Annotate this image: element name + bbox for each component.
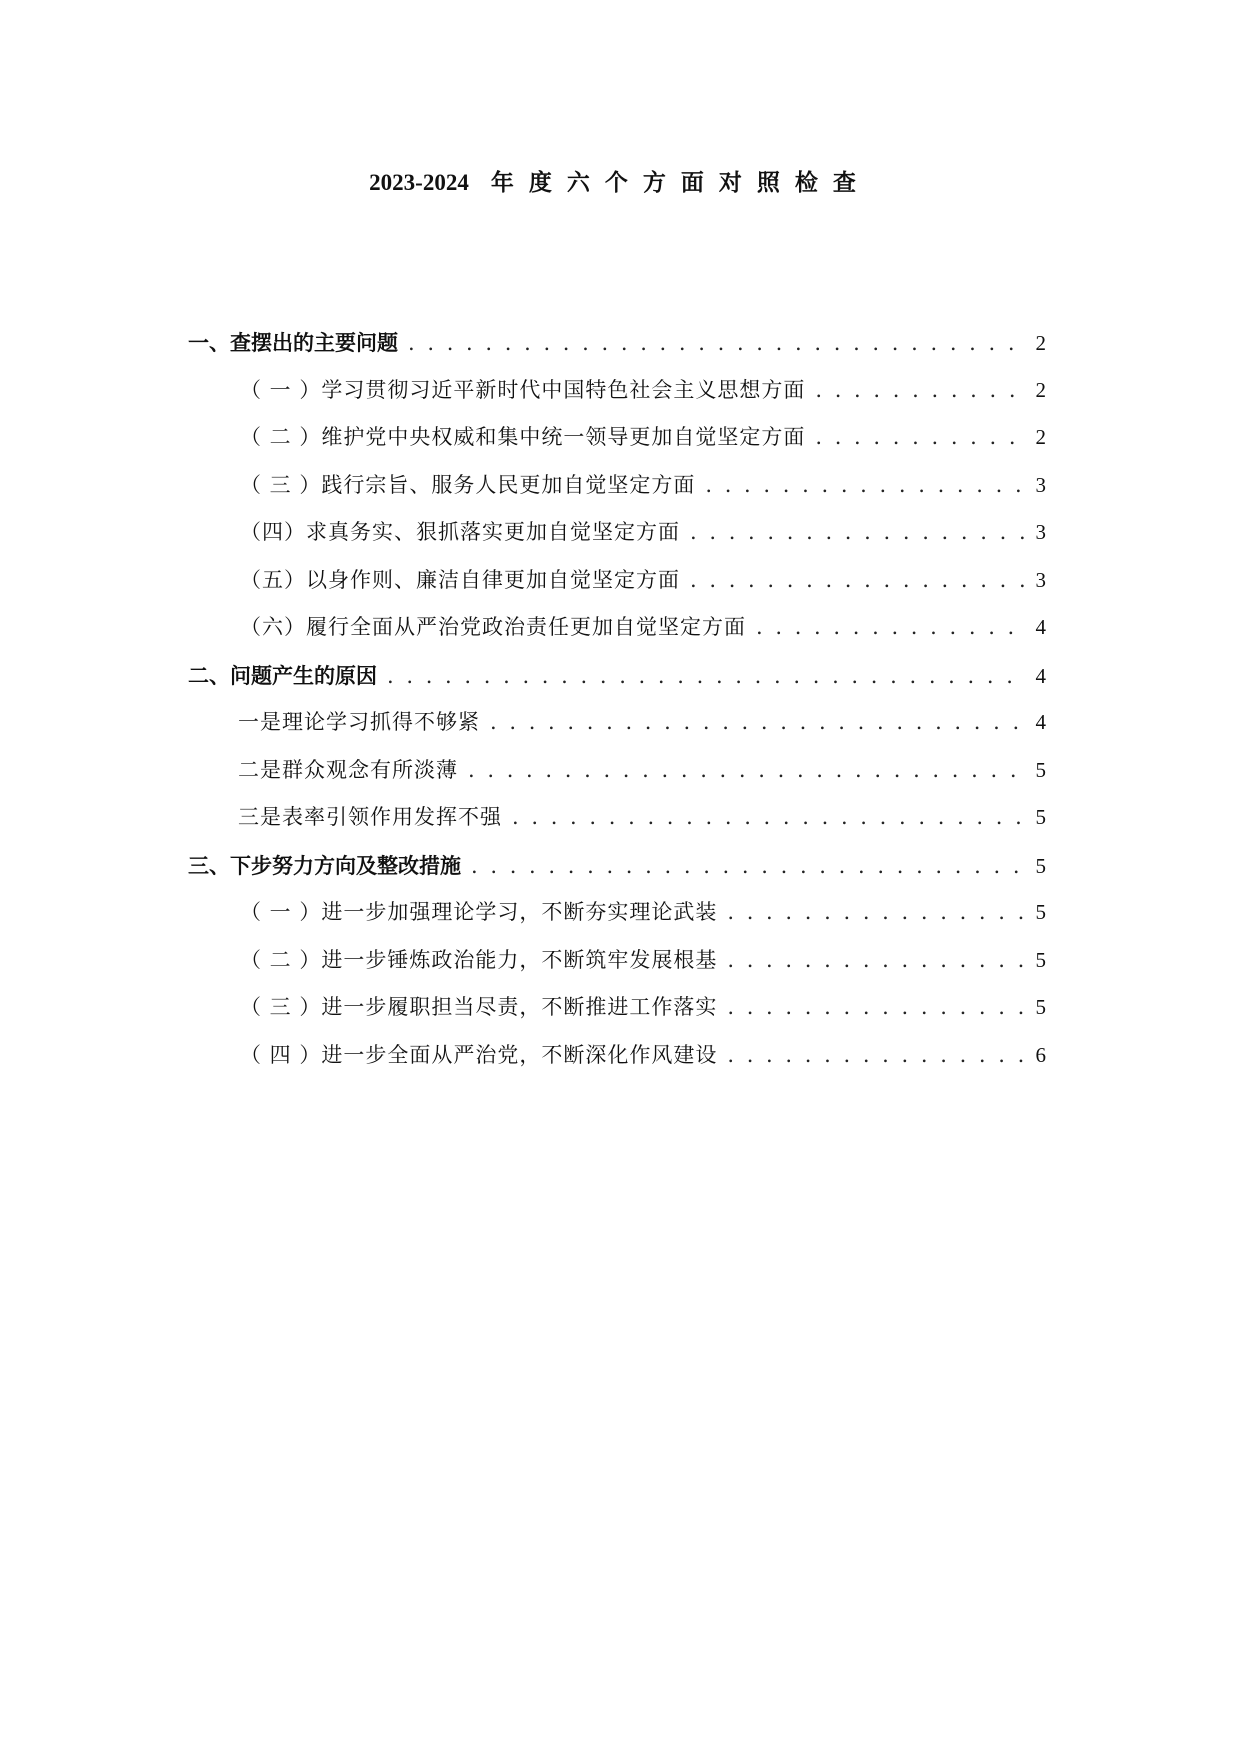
toc-page-number: 6 bbox=[1035, 1042, 1046, 1067]
toc-entry-label: 二、问题产生的原因 bbox=[188, 662, 377, 688]
toc-entry-label: 三是表率引领作用发挥不强 bbox=[238, 805, 502, 829]
toc-page-number: 5 bbox=[1035, 757, 1046, 782]
toc-dot-leader bbox=[727, 937, 1026, 985]
toc-subsection-2-2[interactable] bbox=[188, 747, 1046, 795]
toc-dot-leader bbox=[727, 984, 1026, 1032]
toc-entry-label: （ 二 ）进一步锤炼政治能力，不断筑牢发展根基 bbox=[240, 947, 718, 972]
toc-entry-label: （五）以身作则、廉洁自律更加自觉坚定方面 bbox=[240, 567, 680, 592]
toc-dot-leader bbox=[727, 1032, 1026, 1080]
toc-subsection-3-3[interactable] bbox=[188, 984, 1046, 1032]
toc-entry-label: （ 三 ）践行宗旨、服务人民更加自觉坚定方面 bbox=[240, 472, 696, 497]
toc-dot-leader bbox=[471, 843, 1026, 891]
toc-dot-leader bbox=[468, 747, 1026, 795]
toc-entry-label: （ 四 ）进一步全面从严治党，不断深化作风建设 bbox=[240, 1042, 718, 1067]
toc-page-number: 4 bbox=[1035, 615, 1046, 639]
title-year: 2023-2024 bbox=[369, 170, 469, 195]
toc-page-number: 5 bbox=[1035, 947, 1046, 972]
toc-entry-label: （四）求真务实、狠抓落实更加自觉坚定方面 bbox=[240, 520, 680, 544]
toc-dot-leader bbox=[490, 699, 1026, 747]
toc-dot-leader bbox=[408, 320, 1026, 368]
table-of-contents bbox=[188, 319, 1046, 1079]
toc-subsection-1-2[interactable] bbox=[188, 414, 1046, 462]
document-title bbox=[0, 168, 1240, 198]
toc-entry-label: （ 三 ）进一步履职担当尽责，不断推进工作落实 bbox=[240, 995, 718, 1019]
toc-subsection-3-1[interactable] bbox=[188, 889, 1046, 937]
toc-subsection-1-3[interactable] bbox=[188, 462, 1046, 510]
toc-subsection-1-6[interactable] bbox=[188, 604, 1046, 652]
toc-dot-leader bbox=[512, 794, 1026, 842]
toc-page-number: 2 bbox=[1035, 331, 1046, 355]
toc-subsection-3-4[interactable] bbox=[188, 1032, 1046, 1080]
toc-dot-leader bbox=[705, 462, 1026, 510]
toc-subsection-1-1[interactable] bbox=[188, 367, 1046, 415]
toc-subsection-2-3[interactable] bbox=[188, 794, 1046, 842]
toc-entry-label: 一、查摆出的主要问题 bbox=[188, 330, 398, 355]
toc-entry-label: 二是群众观念有所淡薄 bbox=[238, 757, 458, 782]
toc-dot-leader bbox=[387, 653, 1026, 701]
toc-dot-leader bbox=[690, 557, 1026, 605]
toc-subsection-2-1[interactable] bbox=[188, 699, 1046, 747]
title-text: 年度六个方面对照检查 bbox=[490, 169, 871, 196]
toc-page-number: 2 bbox=[1035, 425, 1046, 449]
toc-section-3[interactable] bbox=[188, 842, 1046, 890]
toc-page-number: 5 bbox=[1035, 853, 1046, 878]
toc-page-number: 4 bbox=[1035, 663, 1046, 688]
toc-section-1[interactable] bbox=[188, 319, 1046, 367]
toc-entry-label: （ 二 ）维护党中央权威和集中统一领导更加自觉坚定方面 bbox=[240, 425, 806, 449]
toc-page-number: 4 bbox=[1035, 710, 1046, 734]
toc-dot-leader bbox=[815, 367, 1026, 415]
toc-page-number: 5 bbox=[1035, 900, 1046, 924]
toc-entry-label: （ 一 ）学习贯彻习近平新时代中国特色社会主义思想方面 bbox=[240, 377, 806, 402]
toc-section-2[interactable] bbox=[188, 652, 1046, 700]
toc-subsection-1-5[interactable] bbox=[188, 557, 1046, 605]
toc-entry-label: （ 一 ）进一步加强理论学习，不断夯实理论武装 bbox=[240, 900, 718, 924]
toc-dot-leader bbox=[727, 889, 1026, 937]
toc-page-number: 5 bbox=[1035, 995, 1046, 1019]
toc-page-number: 2 bbox=[1035, 377, 1046, 402]
toc-page-number: 3 bbox=[1035, 472, 1046, 497]
toc-page-number: 3 bbox=[1035, 567, 1046, 592]
toc-subsection-3-2[interactable] bbox=[188, 937, 1046, 985]
toc-dot-leader bbox=[690, 509, 1026, 557]
toc-entry-label: 三、下步努力方向及整改措施 bbox=[188, 852, 461, 878]
toc-entry-label: 一是理论学习抓得不够紧 bbox=[238, 710, 480, 734]
toc-subsection-1-4[interactable] bbox=[188, 509, 1046, 557]
toc-dot-leader bbox=[756, 604, 1026, 652]
toc-entry-label: （六）履行全面从严治党政治责任更加自觉坚定方面 bbox=[240, 615, 746, 639]
toc-page-number: 5 bbox=[1035, 805, 1046, 829]
toc-page-number: 3 bbox=[1035, 520, 1046, 544]
toc-dot-leader bbox=[815, 414, 1026, 462]
